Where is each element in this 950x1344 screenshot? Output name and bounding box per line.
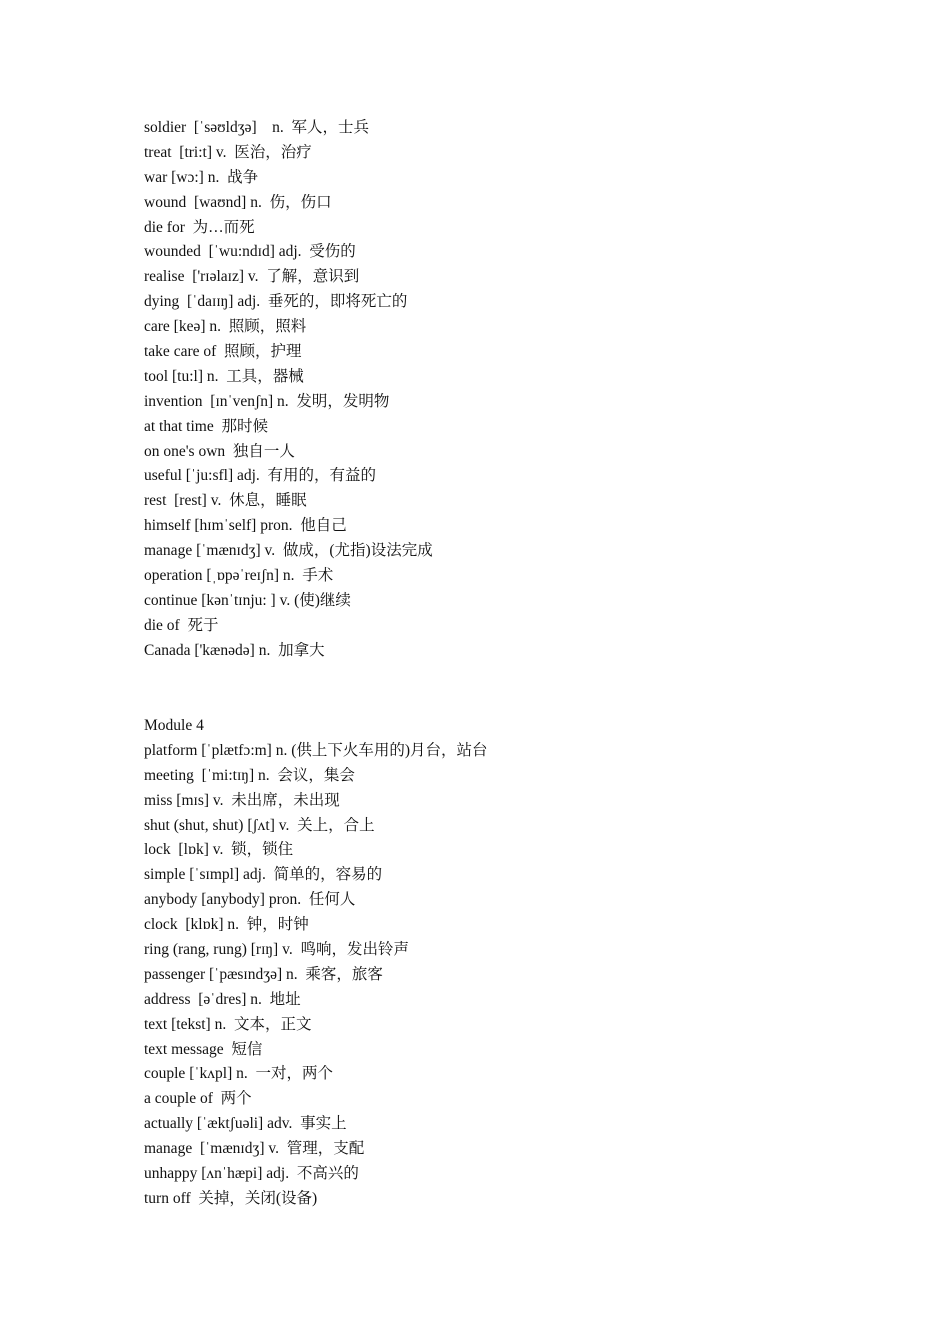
- vocab-entry: wounded [ˈwu:ndɪd] adj. 受伤的: [144, 243, 356, 261]
- vocab-entry: anybody [anybody] pron. 任何人: [144, 891, 356, 909]
- vocab-entry: treat [tri:t] v. 医治，治疗: [144, 143, 312, 161]
- vocab-entry: turn off 关掉，关闭(设备): [144, 1189, 318, 1207]
- vocab-entry: himself [hɪmˈself] pron. 他自己: [144, 517, 347, 535]
- vocab-entry: clock [klɒk] n. 钟，时钟: [144, 916, 309, 934]
- vocab-entry: text [tekst] n. 文本，正文: [144, 1015, 312, 1033]
- vocab-entry: ring (rang, rung) [rɪŋ] v. 鸣响，发出铃声: [144, 941, 409, 959]
- vocab-entry: manage [ˈmænɪdʒ] v. 做成，(尤指)设法完成: [144, 542, 433, 560]
- vocab-entry: address [əˈdres] n. 地址: [144, 990, 301, 1008]
- vocab-entry: meeting [ˈmi:tɪŋ] n. 会议，集会: [144, 766, 355, 784]
- vocab-entry: dying [ˈdaɪɪŋ] adj. 垂死的，即将死亡的: [144, 293, 408, 311]
- vocab-entry: care [keə] n. 照顾，照料: [144, 318, 307, 336]
- vocab-entry: continue [kənˈtɪnju: ] v. (使)继续: [144, 591, 351, 609]
- vocab-entry: take care of 照顾，护理: [144, 343, 302, 361]
- vocab-entry: unhappy [ʌnˈhæpi] adj. 不高兴的: [144, 1165, 359, 1183]
- vocab-entry: war [wɔ:] n. 战争: [144, 168, 259, 186]
- vocab-entry: miss [mɪs] v. 未出席，未出现: [144, 791, 340, 809]
- vocab-entry: die of 死于: [144, 616, 219, 634]
- vocab-entry: on one's own 独自一人: [144, 442, 295, 460]
- vocab-entry: rest [rest] v. 休息，睡眠: [144, 492, 307, 510]
- vocab-entry: at that time 那时候: [144, 417, 268, 435]
- vocab-entry: die for 为…而死: [144, 218, 255, 236]
- vocab-entry: platform [ˈplætfɔ:m] n. (供上下火车用的)月台，站台: [144, 741, 488, 759]
- vocab-entry: useful [ˈju:sfl] adj. 有用的，有益的: [144, 467, 377, 485]
- vocab-entry: a couple of 两个: [144, 1090, 252, 1108]
- vocab-entry: manage [ˈmænɪdʒ] v. 管理，支配: [144, 1140, 365, 1158]
- vocab-entry: Canada ['kænədə] n. 加拿大: [144, 641, 325, 659]
- vocab-entry: wound [waʊnd] n. 伤，伤口: [144, 193, 332, 211]
- vocab-entry: operation [ˌɒpəˈreɪʃn] n. 手术: [144, 567, 334, 585]
- vocab-entry: invention [ɪnˈvenʃn] n. 发明，发明物: [144, 392, 390, 410]
- vocab-entry: realise ['rɪəlaɪz] v. 了解，意识到: [144, 268, 360, 286]
- vocab-entry: text message 短信: [144, 1040, 263, 1058]
- vocab-entry: lock [lɒk] v. 锁，锁住: [144, 841, 294, 859]
- vocab-entry: shut (shut, shut) [ʃʌt] v. 关上，合上: [144, 816, 375, 834]
- vocab-entry: couple [ˈkʌpl] n. 一对，两个: [144, 1065, 333, 1083]
- vocabulary-list-module-4: [144, 714, 904, 1212]
- vocab-entry: tool [tu:l] n. 工具，器械: [144, 367, 304, 385]
- vocab-entry: simple [ˈsɪmpl] adj. 简单的，容易的: [144, 866, 383, 884]
- vocab-entry: passenger [ˈpæsɪndʒə] n. 乘客，旅客: [144, 965, 383, 983]
- vocab-entry: soldier [ˈsəʊldʒə] n. 军人，士兵: [144, 119, 370, 136]
- vocabulary-list-section-1: [144, 116, 904, 664]
- vocab-entry: actually [ˈæktʃuəli] adv. 事实上: [144, 1115, 347, 1133]
- module-heading: Module 4: [144, 717, 204, 734]
